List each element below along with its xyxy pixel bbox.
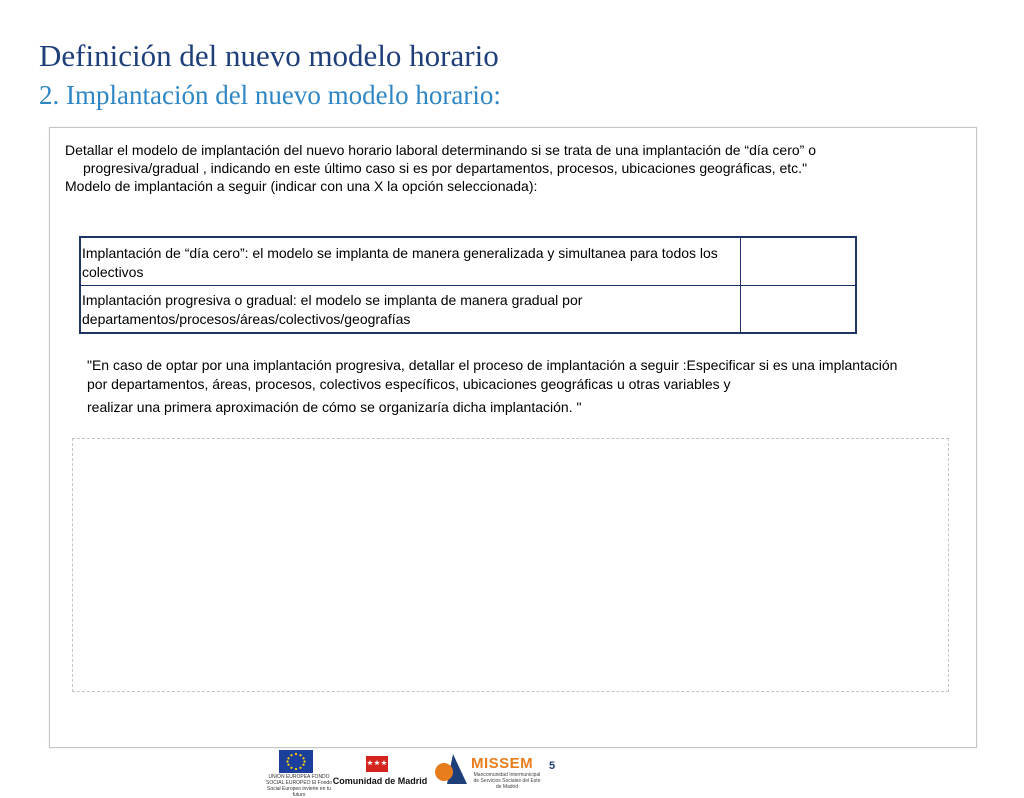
page-title: Definición del nuevo modelo horario xyxy=(39,38,499,73)
eu-logo xyxy=(261,750,337,798)
madrid-logo-text: Comunidad de Madrid xyxy=(332,776,428,786)
option-label-dia-cero: Implantación de “día cero”: el modelo se implanta de manera generalizada y simultanea para todos los colectivos xyxy=(82,245,718,280)
page-subtitle: 2. Implantación del nuevo modelo horario: xyxy=(39,80,501,110)
note-line-2: realizar una primera aproximación de cómo se organizaría dicha implantación. " xyxy=(87,399,582,415)
comunidad-madrid-logo xyxy=(330,750,430,791)
missem-subtitle: Mancomunidad Intermunicipal de Servicios Sociales del Este de Madrid xyxy=(473,772,541,790)
page-number: 5 xyxy=(549,760,556,772)
note-line-1: "En caso de optar por una implantación progresiva, detallar el proceso de implantación a seguir :Especificar si es una implantación por departamentos, áreas, procesos, colectivos específicos, ubicaciones geográficas u otras variables y xyxy=(87,357,898,392)
option-checkbox-progresiva[interactable] xyxy=(740,286,855,332)
option-row-progresiva xyxy=(81,286,855,332)
footer-logos xyxy=(0,750,1024,798)
implementation-options-table xyxy=(79,236,857,334)
eu-logo-text: UNIÓN EUROPEA FONDO SOCIAL EUROPEO El Fondo Social Europeo invierte en tu futuro xyxy=(266,774,332,798)
intro-instruction: Modelo de implantación a seguir (indicar con una X la opción seleccionada): xyxy=(65,178,538,194)
eu-flag-icon xyxy=(279,750,313,773)
option-label-progresiva: Implantación progresiva o gradual: el modelo se implanta de manera gradual por departamentos/procesos/áreas/colectivos/geografías xyxy=(82,292,583,327)
madrid-flag-icon xyxy=(366,756,388,772)
progressive-note xyxy=(87,356,917,417)
missem-emblem-icon xyxy=(433,752,471,786)
missem-name: MISSEM xyxy=(471,755,534,772)
option-row-dia-cero xyxy=(81,238,855,286)
intro-paragraph: Detallar el modelo de implantación del nuevo horario laboral determinando si se trata de una implantación de “día cero” o progresiva/gradual , indicando en este último caso si es por departamentos, procesos, ubicaciones geográficas, etc." xyxy=(65,142,816,176)
implementation-details-textarea[interactable] xyxy=(72,438,949,692)
option-checkbox-dia-cero[interactable] xyxy=(740,238,855,285)
missem-logo xyxy=(433,750,543,791)
intro-block xyxy=(65,141,865,195)
